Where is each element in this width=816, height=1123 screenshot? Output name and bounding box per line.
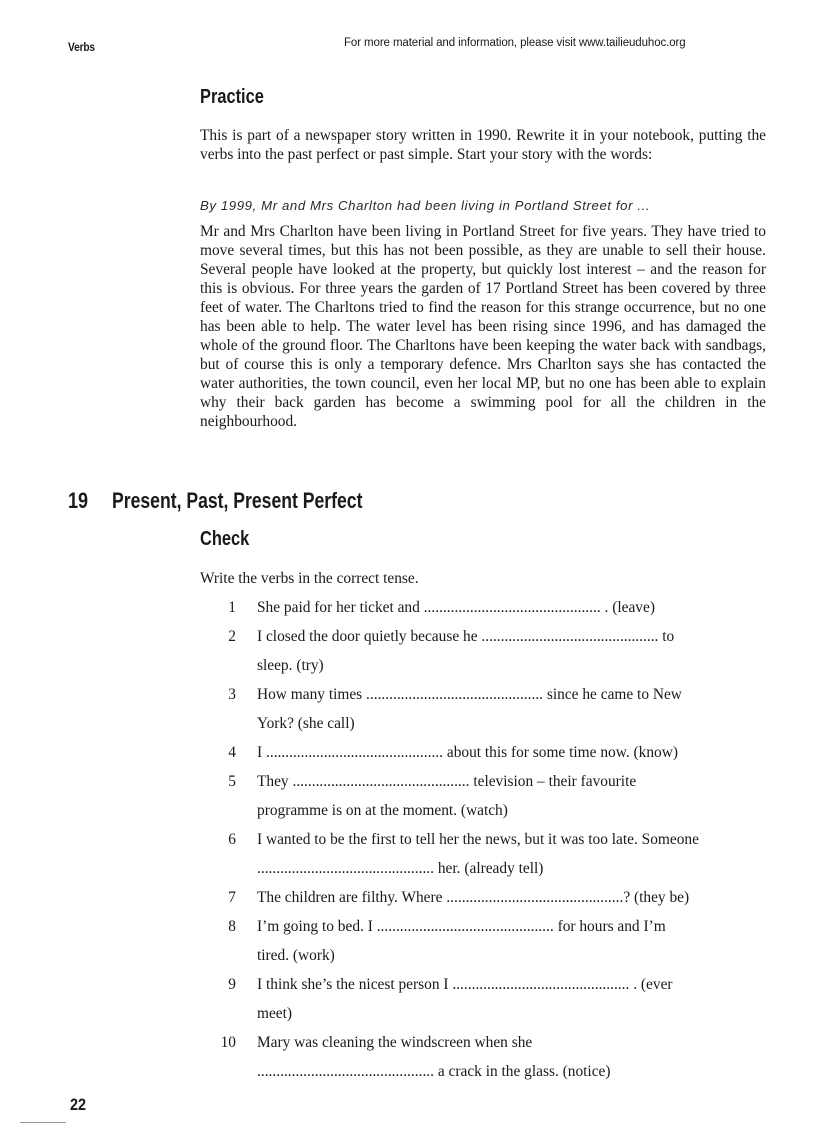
answer-blank[interactable]: .............................................. bbox=[376, 918, 554, 935]
exercise-number: 5 bbox=[228, 773, 236, 790]
exercise-line: I closed the door quietly because he .............................................. to bbox=[257, 628, 675, 645]
exercise-line: How many times .............................................. since he came to New bbox=[257, 686, 682, 703]
answer-blank[interactable]: .............................................. bbox=[366, 686, 544, 703]
practice-start-words: By 1999, Mr and Mrs Charlton had been living in Portland Street for ... bbox=[200, 198, 651, 213]
practice-intro: This is part of a newspaper story written in 1990. Rewrite it in your notebook, putting the verbs into the past perfect or past simple. Start your story with the words: bbox=[200, 127, 766, 163]
exercise-line: I’m going to bed. I .............................................. for hours and I’m bbox=[257, 918, 666, 935]
practice-story: Mr and Mrs Charlton have been living in Portland Street for five years. They have tried to move several times, but this has not been possible, as they are unable to sell their house. Several people have looked at the property, but quickly lost interest – and the reason for this is obvious. For three years the garden of 17 Portland Street has been covered by three feet of water. The Charltons tried to find the reason for this strange occurrence, but no one has been able to help. The water level has been rising since 1996, and has damaged the whole of the ground floor. The Charltons have been keeping the water back with sandbags, but of course this is only a temporary defence. Mrs Charlton says she has contacted the water authorities, the town council, even her local MP, but no one has been able to explain why their back garden has become a swimming pool for all the children in the neighbourhood. bbox=[200, 223, 766, 430]
exercise-line-continued: meet) bbox=[257, 1005, 293, 1022]
exercise-number: 4 bbox=[228, 744, 236, 761]
running-header-section: Verbs bbox=[68, 40, 95, 54]
page-number: 22 bbox=[70, 1095, 87, 1114]
exercise-number: 1 bbox=[228, 599, 236, 616]
unit-number: 19 bbox=[68, 488, 89, 513]
exercise-line: I think she’s the nicest person I .............................................. . (ever bbox=[257, 976, 673, 993]
exercise-number: 7 bbox=[228, 889, 236, 906]
exercise-number: 6 bbox=[228, 831, 236, 848]
exercise-line: Mary was cleaning the windscreen when she bbox=[257, 1034, 533, 1051]
answer-blank[interactable]: .............................................. bbox=[446, 889, 624, 906]
exercise-number: 2 bbox=[228, 628, 236, 645]
answer-blank[interactable]: .............................................. bbox=[423, 599, 601, 616]
answer-blank[interactable]: .............................................. bbox=[481, 628, 659, 645]
exercise-line: They .............................................. television – their favourite bbox=[257, 773, 637, 790]
practice-heading: Practice bbox=[200, 86, 264, 108]
answer-blank[interactable]: .............................................. bbox=[257, 860, 434, 877]
answer-blank[interactable]: .............................................. bbox=[452, 976, 630, 993]
exercise-line-continued: sleep. (try) bbox=[257, 657, 324, 674]
exercise-number: 9 bbox=[228, 976, 236, 993]
exercise-line-continued: York? (she call) bbox=[257, 715, 355, 732]
exercise-line-continued: .............................................. a crack in the glass. (notice) bbox=[257, 1063, 611, 1080]
exercise-number: 3 bbox=[228, 686, 236, 703]
exercise-line: I .............................................. about this for some time now. (know) bbox=[257, 744, 678, 761]
answer-blank[interactable]: .............................................. bbox=[257, 1063, 434, 1080]
unit-title: Present, Past, Present Perfect bbox=[112, 488, 363, 513]
source-note: For more material and information, please visit www.tailieuduhoc.org bbox=[344, 37, 686, 49]
answer-blank[interactable]: .............................................. bbox=[292, 773, 470, 790]
exercise-number: 10 bbox=[220, 1034, 236, 1051]
exercise-line-continued: tired. (work) bbox=[257, 947, 335, 964]
exercise-line-continued: programme is on at the moment. (watch) bbox=[257, 802, 508, 819]
exercise-line: I wanted to be the first to tell her the news, but it was too late. Someone bbox=[257, 831, 699, 848]
exercise-line-continued: .............................................. her. (already tell) bbox=[257, 860, 544, 877]
check-instruction: Write the verbs in the correct tense. bbox=[200, 570, 419, 587]
check-heading: Check bbox=[200, 528, 250, 550]
exercise-line: The children are filthy. Where ..............................................? (they be) bbox=[257, 889, 690, 906]
exercise-number: 8 bbox=[228, 918, 236, 935]
exercise-line: She paid for her ticket and .............................................. . (leave) bbox=[257, 599, 655, 616]
answer-blank[interactable]: .............................................. bbox=[266, 744, 443, 761]
